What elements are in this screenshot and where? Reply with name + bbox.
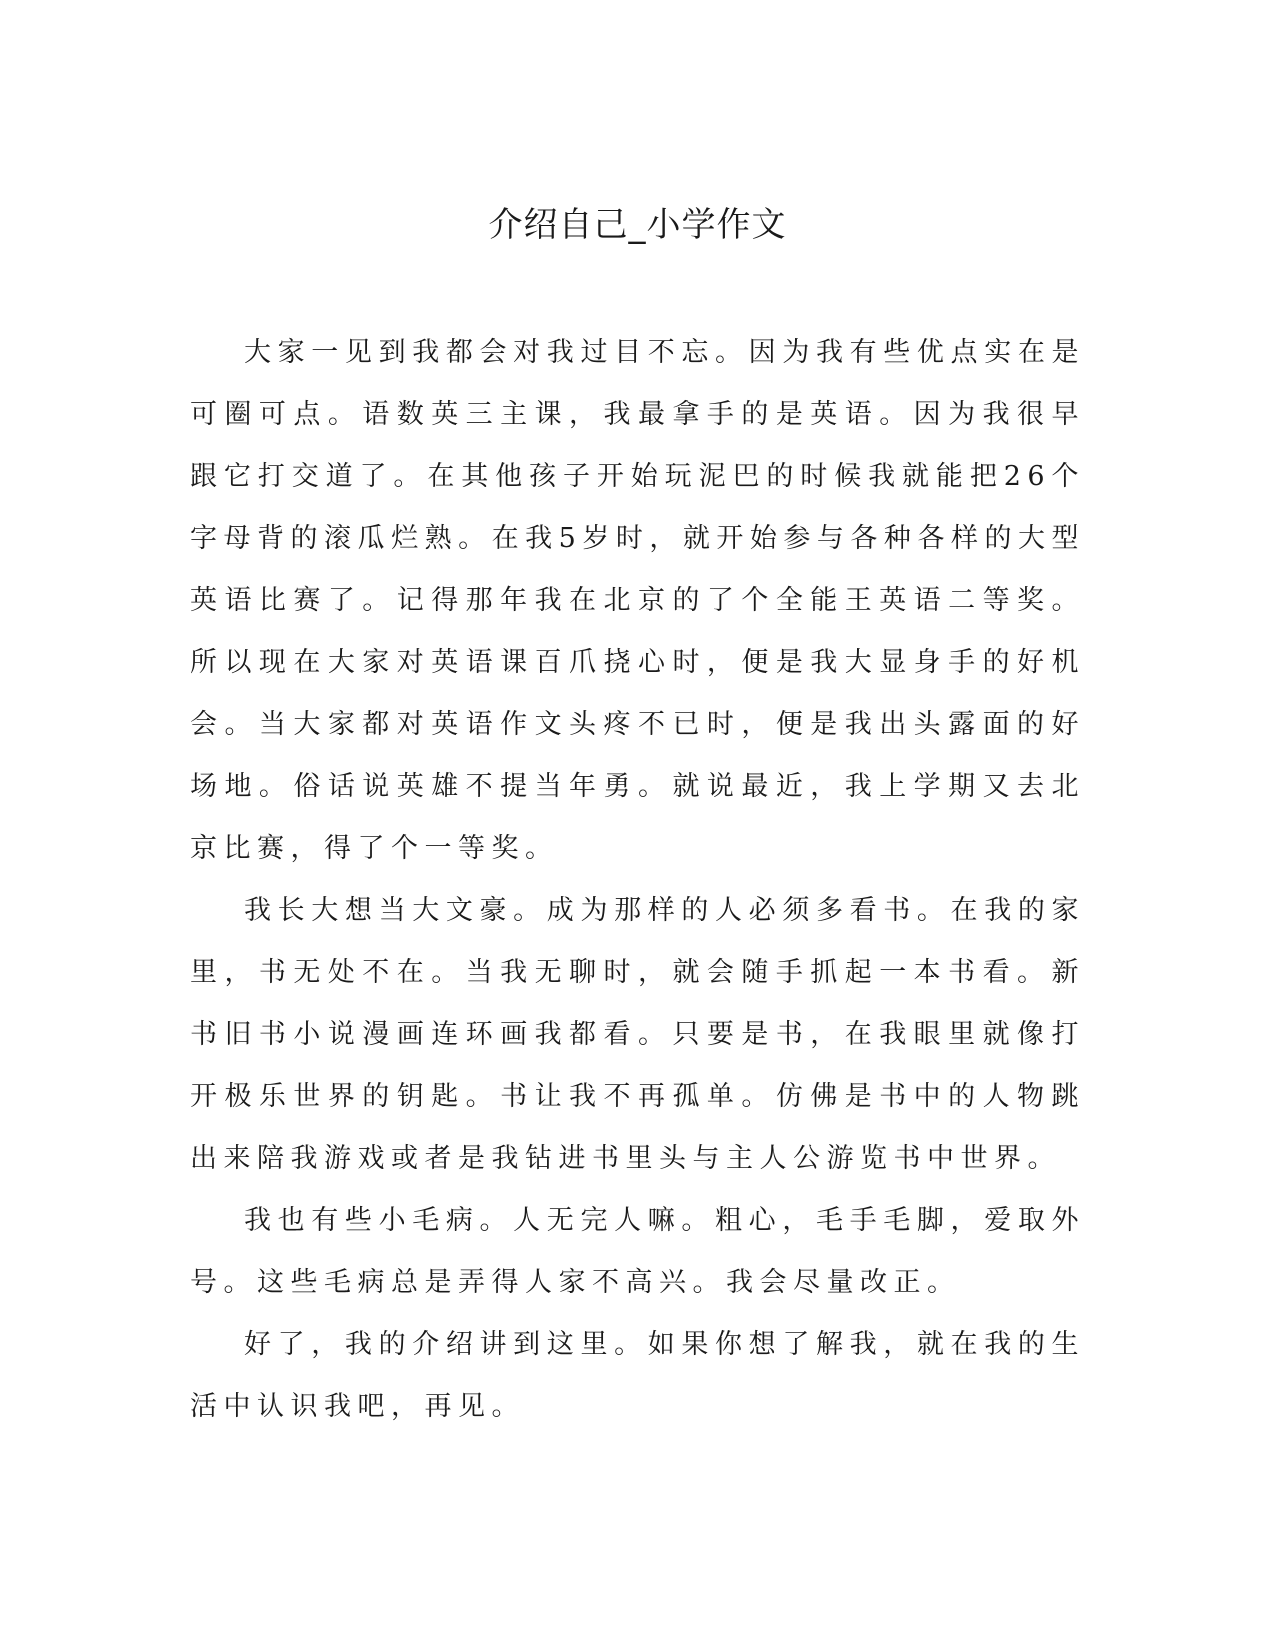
paragraph-closing: 好了，我的介绍讲到这里。如果你想了解我，就在我的生活中认识我吧，再见。 (190, 1329, 1085, 1422)
paragraph-english-skills: 大家一见到我都会对我过目不忘。因为我有些优点实在是可圈可点。语数英三主课，我最拿手的是英语。因为我很早跟它打交道了。在其他孩子开始玩泥巴的时候我就能把26个字母背的滚瓜烂熟。在我5岁时，就开始参与各种各样的大型英语比赛了。记得那年我在北京的了个全能王英语二等奖。所以现在大家对英语课百爪挠心时，便是我大显身手的好机会。当大家都对英语作文头疼不已时，便是我出头露面的好场地。俗话说英雄不提当年勇。就说最近，我上学期又去北京比赛，得了个一等奖。 (190, 337, 1085, 864)
paragraph-reading: 我长大想当大文豪。成为那样的人必须多看书。在我的家里，书无处不在。当我无聊时，就会随手抓起一本书看。新书旧书小说漫画连环画我都看。只要是书，在我眼里就像打开极乐世界的钥匙。书让我不再孤单。仿佛是书中的人物跳出来陪我游戏或者是我钻进书里头与主人公游览书中世界。 (190, 895, 1085, 1174)
document-body (190, 322, 1085, 1438)
paragraph-shortcomings: 我也有些小毛病。人无完人嘛。粗心，毛手毛脚，爱取外号。这些毛病总是弄得人家不高兴。我会尽量改正。 (190, 1205, 1085, 1298)
document-title: 介绍自己_小学作文 (488, 205, 787, 245)
